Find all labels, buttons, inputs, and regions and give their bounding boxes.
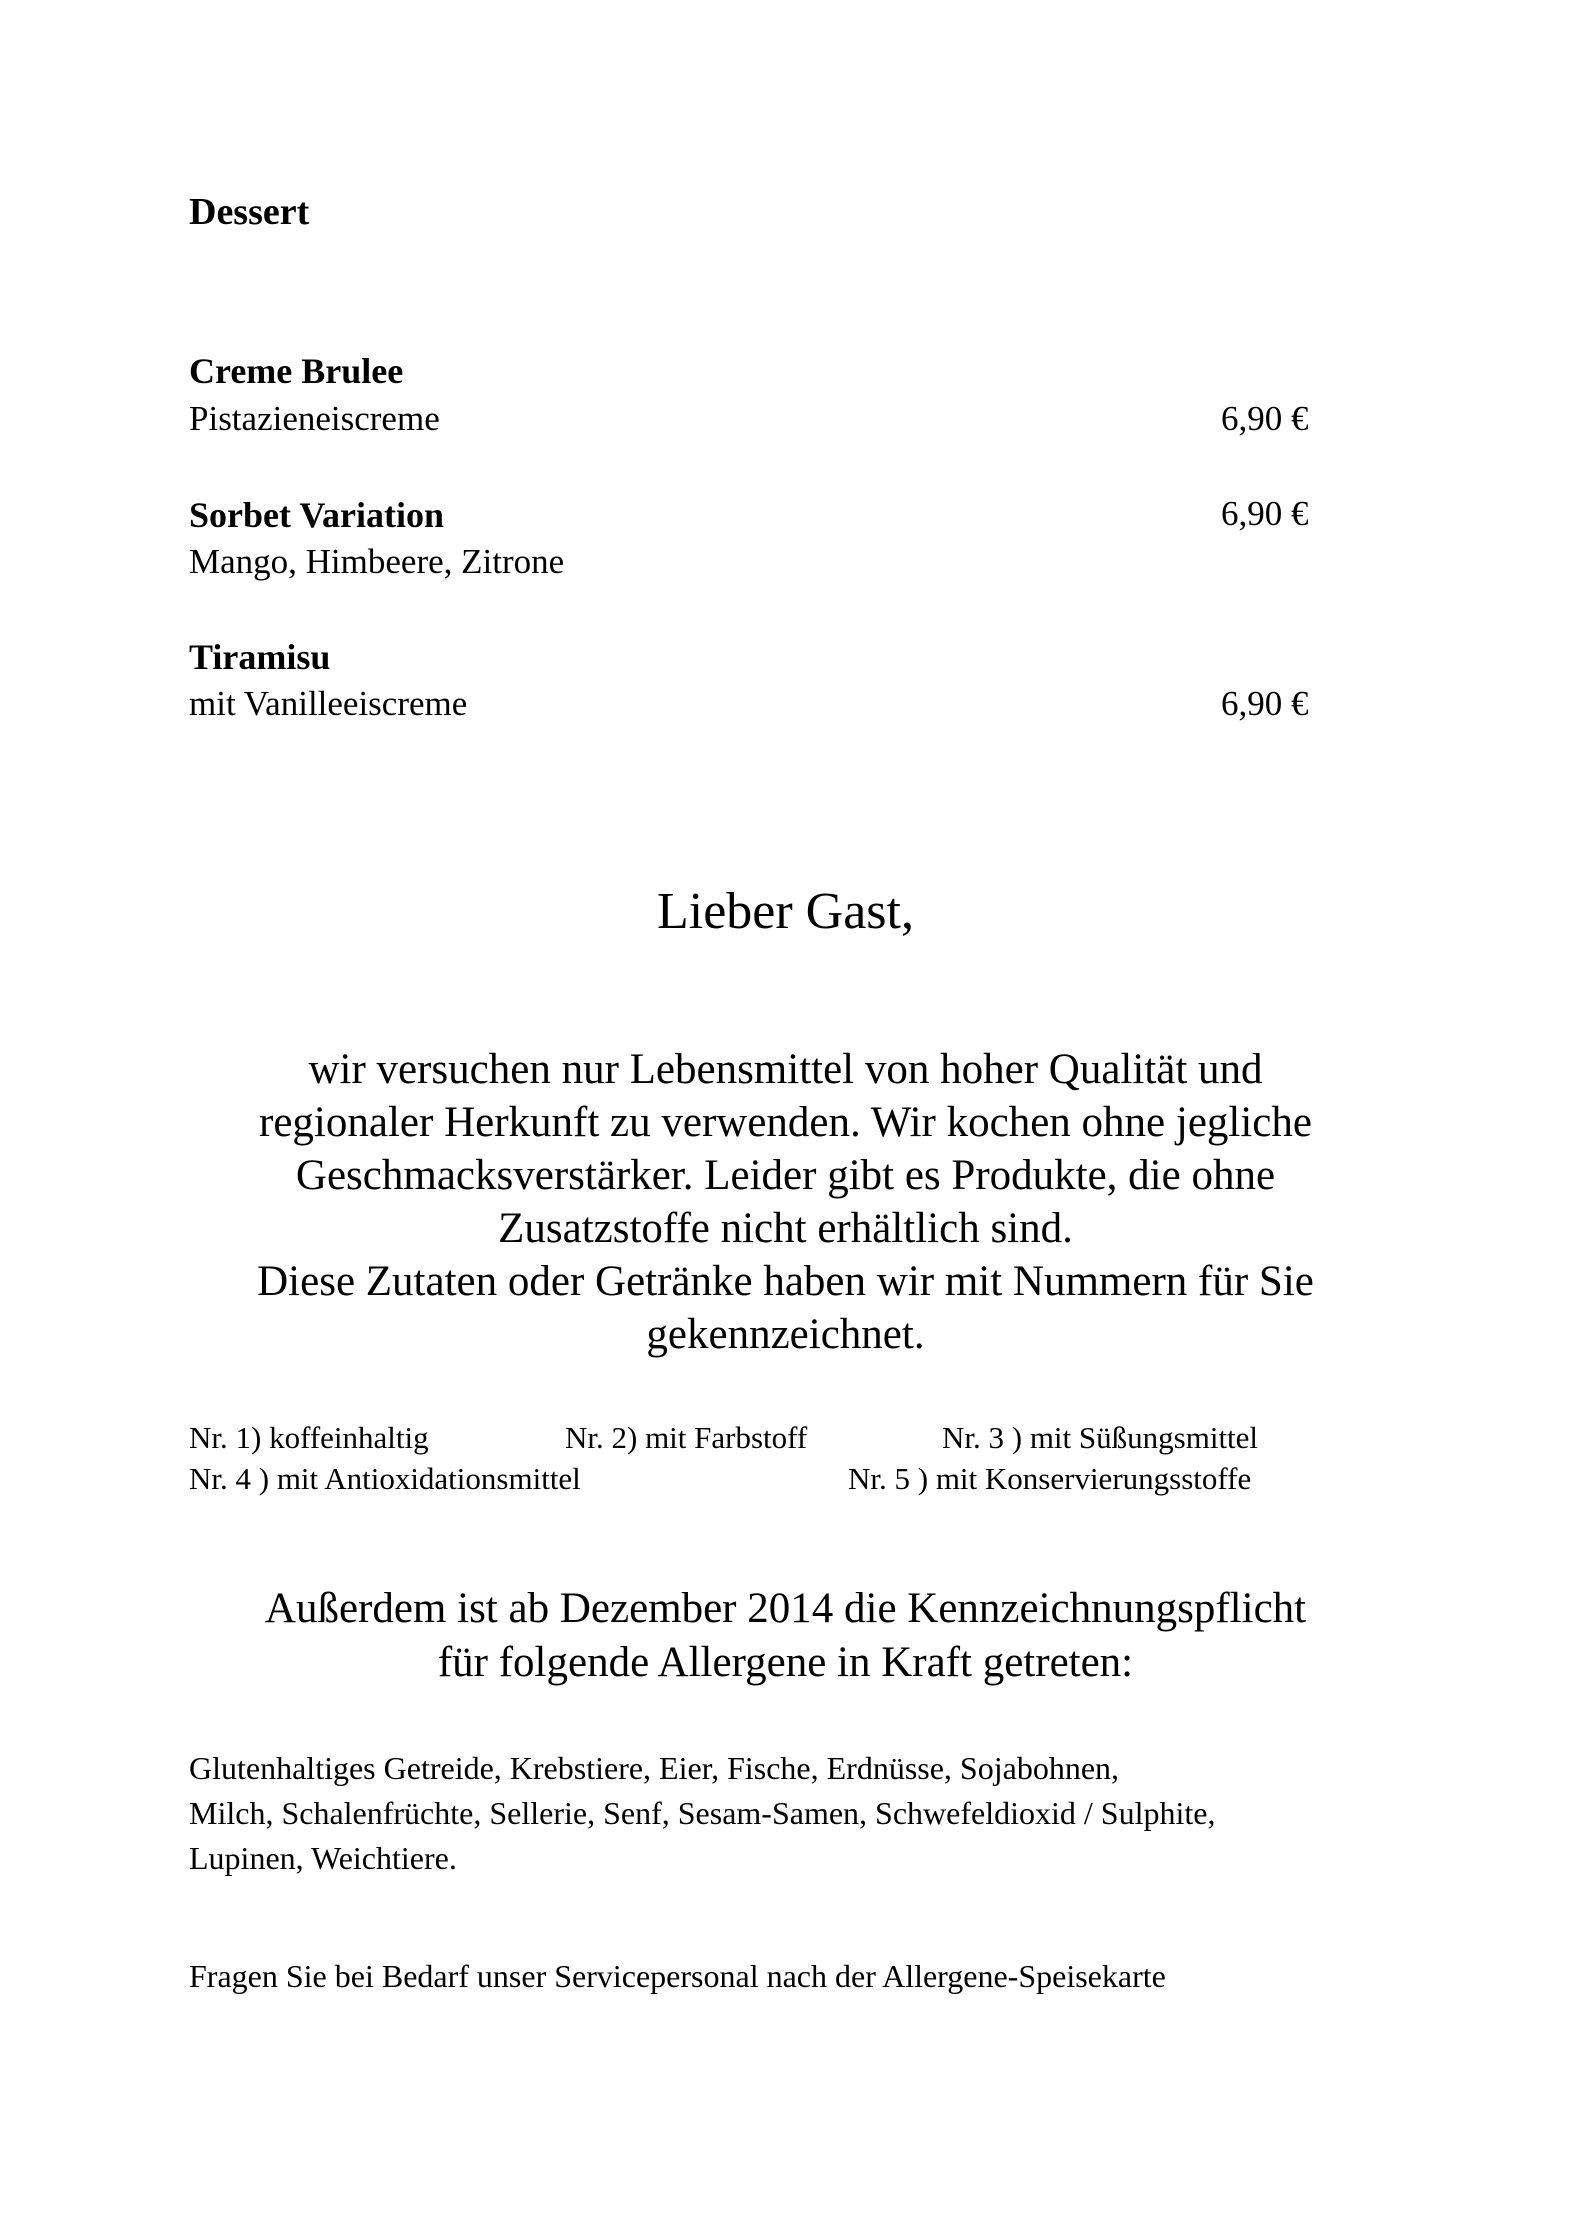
additive-item: Nr. 3 ) mit Süßungsmittel [942, 1420, 1259, 1455]
additive-item: Nr. 4 ) mit Antioxidationsmittel [189, 1461, 581, 1496]
intro-line: regionaler Herkunft zu verwenden. Wir kochen ohne jegliche [259, 1099, 1312, 1146]
allergen-list-line: Lupinen, Weichtiere. [189, 1840, 457, 1876]
allergen-list-line: Glutenhaltiges Getreide, Krebstiere, Eier, Fische, Erdnüsse, Sojabohnen, [189, 1750, 1120, 1786]
allergen-list-line: Milch, Schalenfrüchte, Sellerie, Senf, Sesam-Samen, Schwefeldioxid / Sulphite, [189, 1795, 1216, 1831]
intro-line: gekennzeichnet. [646, 1311, 925, 1358]
intro-line: Zusatzstoffe nicht erhältlich sind. [498, 1205, 1073, 1252]
additive-item: Nr. 2) mit Farbstoff [565, 1420, 808, 1455]
dish-price: 6,90 € [1221, 684, 1309, 723]
allergen-list [189, 1746, 1215, 1881]
intro-paragraph [120, 1043, 1451, 1361]
dish-description: mit Vanilleeiscreme [189, 684, 468, 723]
footer-note: Fragen Sie bei Bedarf unser Servicepersonal nach der Allergene-Speisekarte [189, 1958, 1166, 1994]
dish-name: Creme Brulee [189, 351, 404, 391]
intro-line: wir versuchen nur Lebensmittel von hoher Qualität und [308, 1046, 1263, 1093]
greeting: Lieber Gast, [656, 883, 914, 940]
allergen-heading-line: Außerdem ist ab Dezember 2014 die Kennzeichnungspflicht [264, 1585, 1307, 1632]
allergen-heading [120, 1582, 1451, 1690]
intro-line: Geschmacksverstärker. Leider gibt es Produkte, die ohne [295, 1152, 1276, 1199]
dish-price: 6,90 € [1221, 399, 1309, 438]
intro-line: Diese Zutaten oder Getränke haben wir mit Nummern für Sie [257, 1258, 1314, 1305]
dish-name: Tiramisu [189, 637, 331, 677]
allergen-heading-line: für folgende Allergene in Kraft getreten: [437, 1639, 1134, 1686]
additive-item: Nr. 1) koffeinhaltig [189, 1420, 429, 1455]
additive-item: Nr. 5 ) mit Konservierungsstoffe [848, 1461, 1252, 1496]
dish-description: Pistazieneiscreme [189, 399, 440, 438]
section-title: Dessert [189, 191, 310, 233]
dish-price: 6,90 € [1221, 494, 1309, 533]
dish-description: Mango, Himbeere, Zitrone [189, 542, 565, 581]
dish-name: Sorbet Variation [189, 495, 445, 535]
